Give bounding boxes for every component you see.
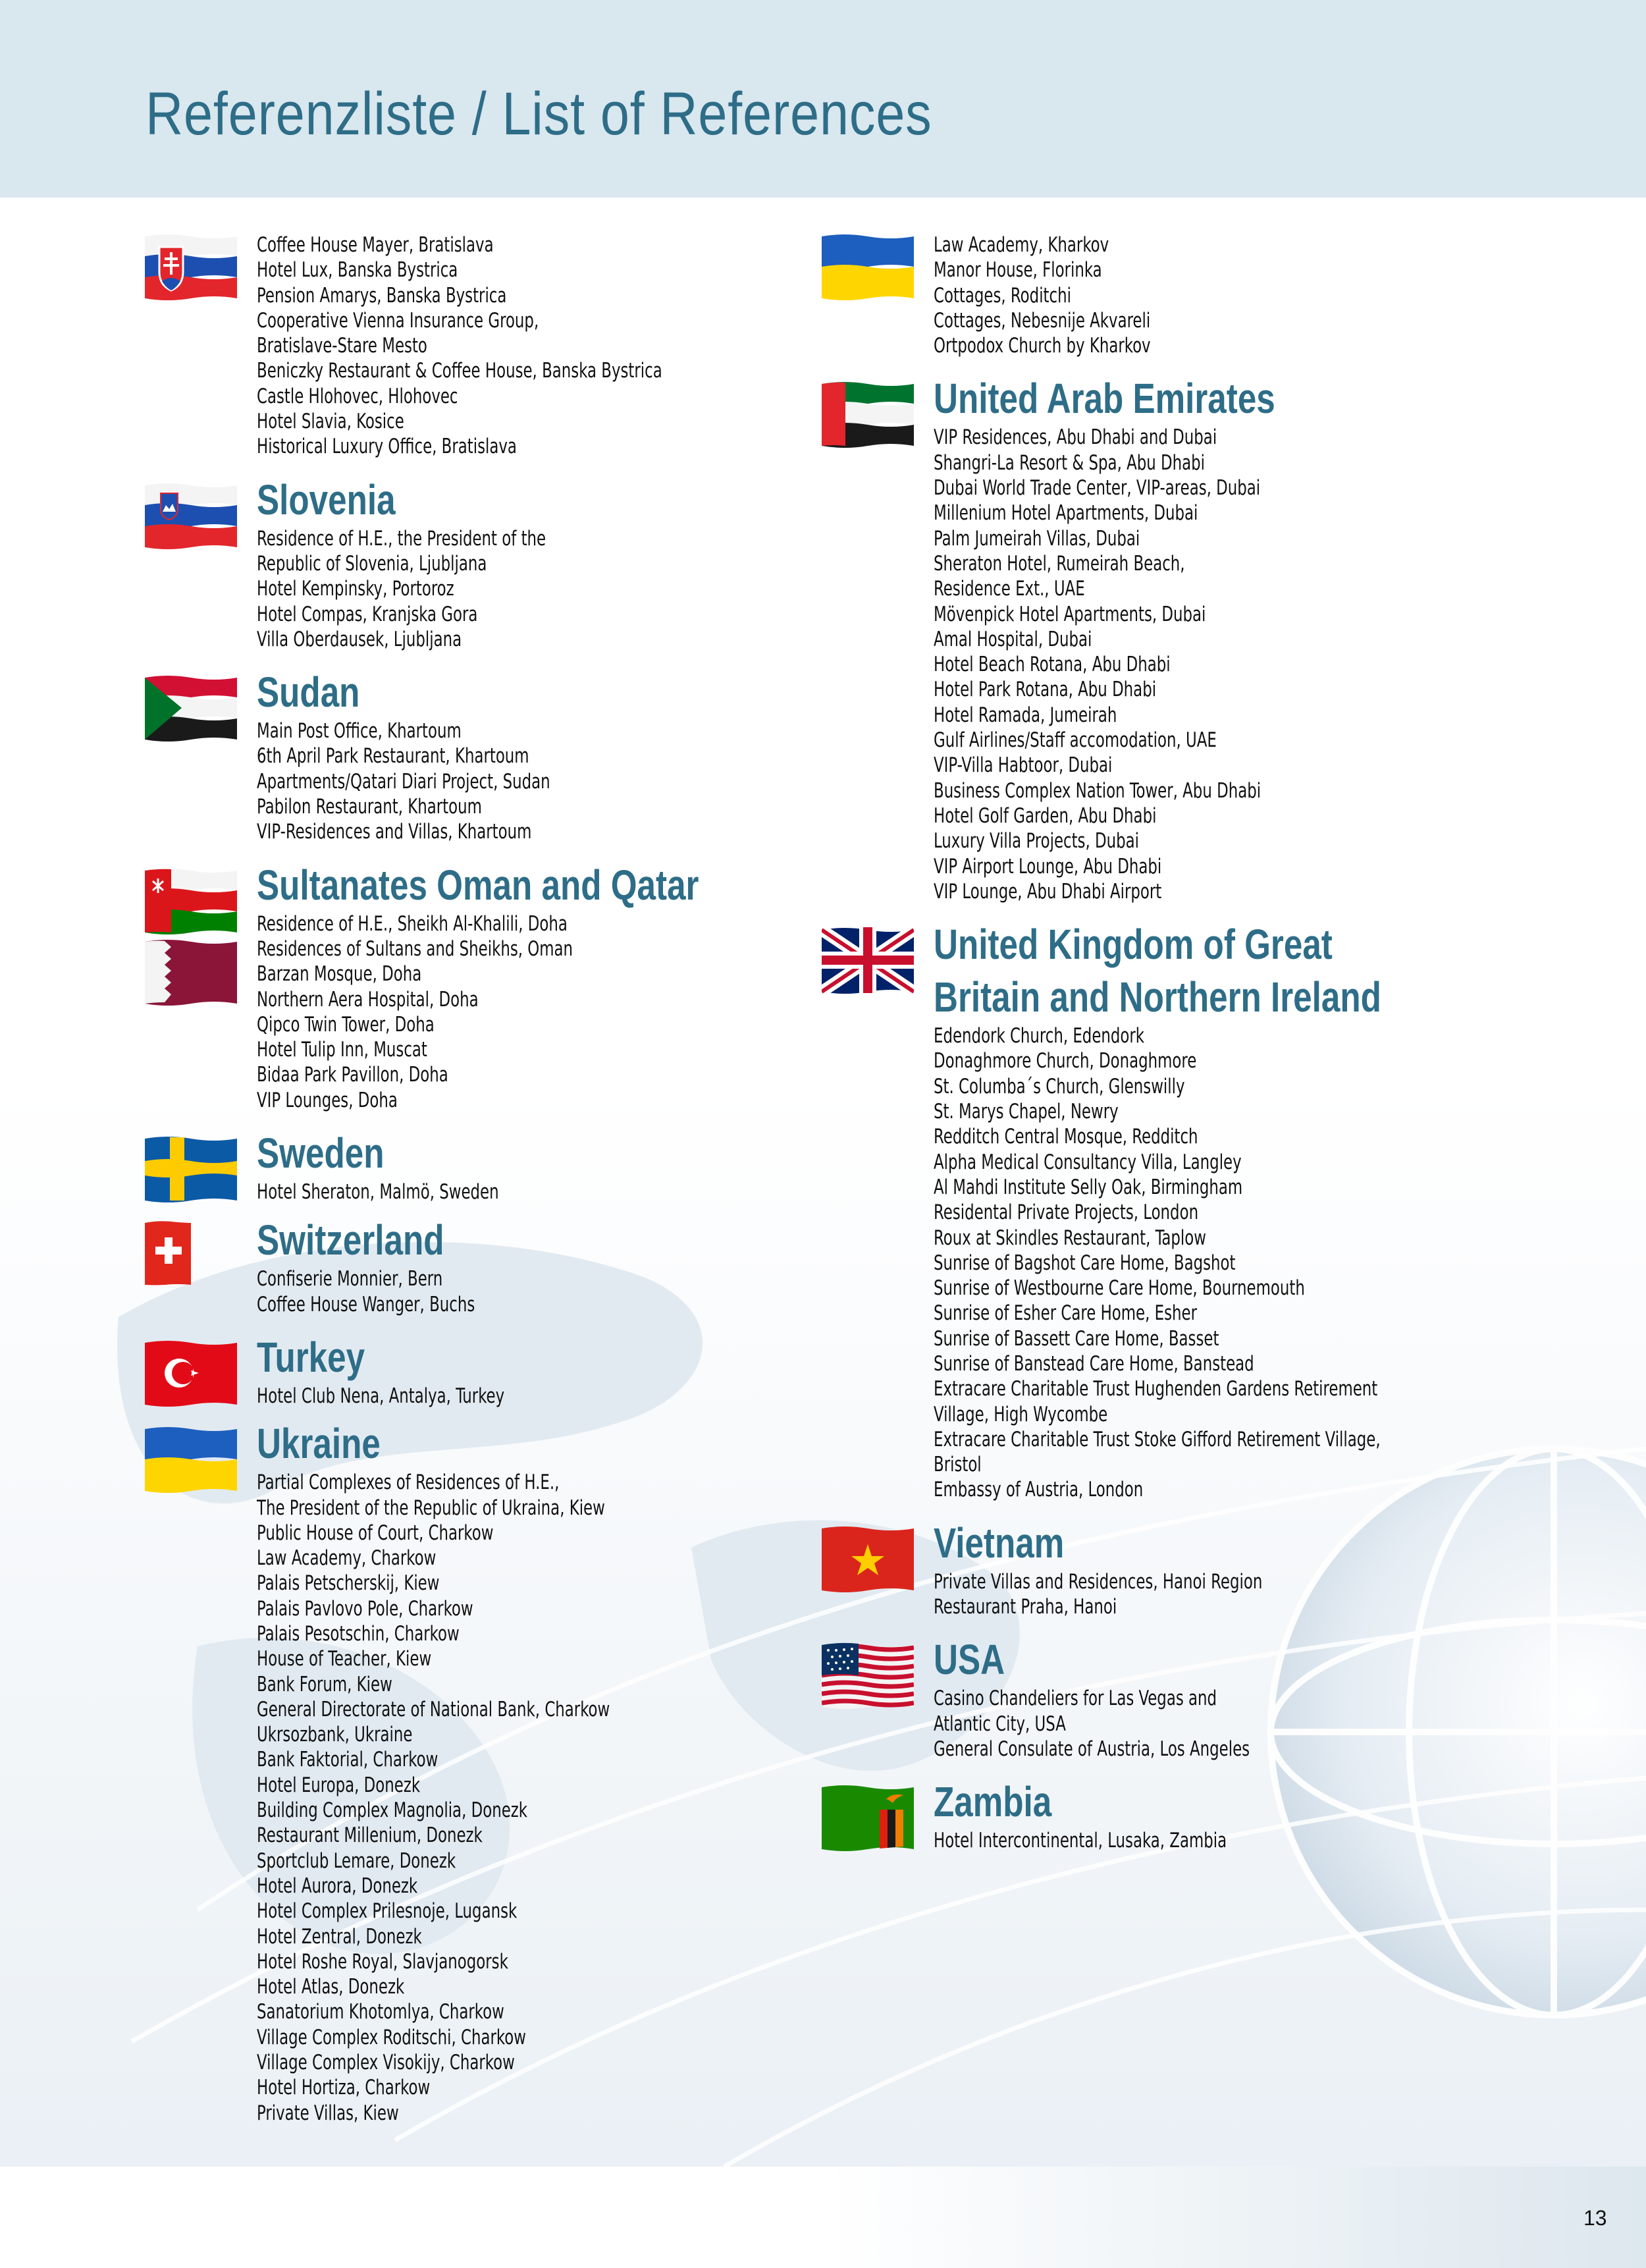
list-item: Bristol: [934, 1453, 982, 1477]
list-item: Hotel Atlas, Donezk: [257, 1975, 405, 1999]
list-item: Coffee House Mayer, Bratislava: [257, 233, 494, 257]
list-item: The President of the Republic of Ukraina, Kiew: [257, 1496, 605, 1520]
list-item: Business Complex Nation Tower, Abu Dhabi: [934, 778, 1261, 803]
item-list: [257, 526, 803, 652]
country-heading: Turkey: [257, 1333, 365, 1381]
list-item: VIP Lounge, Abu Dhabi Airport: [934, 879, 1162, 904]
list-item: Ortpodox Church by Kharkov: [934, 334, 1151, 358]
country-heading-line2: Britain and Northern Ireland: [934, 973, 1381, 1021]
list-item: Villa Oberdausek, Ljubljana: [257, 627, 462, 651]
list-item: Edendork Church, Edendork: [934, 1024, 1145, 1048]
flag-switzerland-icon: [145, 1219, 237, 1287]
list-item: Sunrise of Banstead Care Home, Banstead: [934, 1351, 1254, 1376]
list-item: Bank Faktorial, Charkow: [257, 1748, 438, 1772]
left-column: [145, 227, 803, 2126]
list-item: Embassy of Austria, London: [934, 1478, 1144, 1502]
list-item: Sunrise of Bagshot Care Home, Bagshot: [934, 1251, 1236, 1275]
section-sudan: [145, 666, 803, 844]
section-ukraine-continued: [822, 232, 1533, 358]
list-item: Dubai World Trade Center, VIP-areas, Dubai: [934, 476, 1261, 500]
list-item: Hotel Beach Rotana, Abu Dhabi: [934, 653, 1171, 677]
item-list: [257, 1266, 803, 1317]
list-item: Luxury Villa Projects, Dubai: [934, 829, 1139, 853]
list-item: Residence of H.E., Sheikh Al-Khalili, Doha: [257, 911, 568, 936]
country-heading: Zambia: [934, 1778, 1052, 1826]
list-item: Confiserie Monnier, Bern: [257, 1267, 443, 1291]
list-item: Residence of H.E., the President of the: [257, 526, 546, 551]
item-list: [257, 1384, 803, 1409]
section-zambia: [822, 1775, 1533, 1853]
country-heading: Ukraine: [257, 1420, 381, 1468]
list-item: Palais Pesotschin, Charkow: [257, 1621, 460, 1646]
list-item: Sportclub Lemare, Donezk: [257, 1849, 456, 1873]
list-item: Hotel Complex Prilesnoje, Lugansk: [257, 1899, 518, 1924]
list-item: Hotel Golf Garden, Abu Dhabi: [934, 803, 1157, 828]
section-ukraine: [145, 1417, 803, 2126]
item-list: [934, 1686, 1533, 1762]
flag-slovakia-icon: [145, 232, 237, 301]
section-vietnam: [822, 1517, 1533, 1620]
list-item: Mövenpick Hotel Apartments, Dubai: [934, 602, 1206, 626]
list-item: Hotel Park Rotana, Abu Dhabi: [934, 678, 1157, 702]
list-item: Sheraton Hotel, Rumeirah Beach,: [934, 551, 1185, 576]
section-oman-qatar: [145, 859, 803, 1113]
list-item: Amal Hospital, Dubai: [934, 627, 1092, 651]
list-item: Cooperative Vienna Insurance Group,: [257, 308, 539, 333]
list-item: Donaghmore Church, Donaghmore: [934, 1049, 1197, 1073]
list-item: Private Villas and Residences, Hanoi Region: [934, 1569, 1263, 1594]
list-item: VIP-Residences and Villas, Khartoum: [257, 820, 532, 844]
page-header: [0, 0, 1646, 198]
list-item: Hotel Slavia, Kosice: [257, 410, 404, 434]
list-item: Al Mahdi Institute Selly Oak, Birmingham: [934, 1175, 1243, 1199]
list-item: Hotel Europa, Donezk: [257, 1773, 421, 1797]
list-item: Sunrise of Bassett Care Home, Basset: [934, 1326, 1219, 1351]
list-item: VIP Airport Lounge, Abu Dhabi: [934, 854, 1162, 878]
list-item: Village, High Wycombe: [934, 1402, 1108, 1426]
flag-sweden-icon: [145, 1135, 237, 1203]
list-item: Apartments/Qatari Diari Project, Sudan: [257, 769, 550, 794]
list-item: Hotel Hortiza, Charkow: [257, 2076, 431, 2100]
flag-ukraine-icon: [822, 232, 914, 301]
list-item: Residence Ext., UAE: [934, 577, 1085, 601]
flag-vietnam-icon: [822, 1525, 914, 1593]
list-item: St. Marys Chapel, Newry: [934, 1100, 1119, 1124]
item-list: [257, 718, 803, 844]
list-item: St. Columba´s Church, Glenswilly: [934, 1074, 1185, 1098]
list-item: Law Academy, Kharkov: [934, 233, 1109, 257]
list-item: Bank Forum, Kiew: [257, 1672, 392, 1696]
flag-qatar-icon: [145, 938, 237, 1006]
list-item: Bratislave-Stare Mesto: [257, 334, 427, 358]
list-item: Redditch Central Mosque, Redditch: [934, 1125, 1198, 1149]
item-list: [257, 1470, 803, 2126]
flag-ukraine-icon: [145, 1425, 237, 1494]
list-item: Hotel Zentral, Donezk: [257, 1924, 422, 1949]
flag-uk-icon: [822, 926, 914, 994]
list-item: Hotel Intercontinental, Lusaka, Zambia: [934, 1829, 1227, 1853]
list-item: Hotel Ramada, Jumeirah: [934, 703, 1117, 727]
item-list: [934, 1023, 1533, 1503]
list-item: General Consulate of Austria, Los Angeles: [934, 1737, 1250, 1761]
section-slovenia: [145, 473, 803, 652]
list-item: Building Complex Magnolia, Donezk: [257, 1798, 528, 1823]
list-item: Coffee House Wanger, Buchs: [257, 1292, 475, 1316]
country-heading: Vietnam: [934, 1519, 1065, 1567]
list-item: Residental Private Projects, London: [934, 1201, 1199, 1225]
list-item: Cottages, Roditchi: [934, 283, 1071, 308]
list-item: Historical Luxury Office, Bratislava: [257, 435, 517, 459]
section-sweden: [145, 1127, 803, 1204]
country-heading: Switzerland: [257, 1216, 444, 1264]
section-usa: [822, 1633, 1533, 1762]
list-item: House of Teacher, Kiew: [257, 1647, 432, 1671]
list-item: Sanatorium Khotomlya, Charkow: [257, 2000, 504, 2024]
list-item: Barzan Mosque, Doha: [257, 962, 422, 986]
section-turkey: [145, 1331, 803, 1409]
list-item: Atlantic City, USA: [934, 1712, 1066, 1736]
item-list: [257, 911, 809, 1113]
list-item: Casino Chandeliers for Las Vegas and: [934, 1687, 1217, 1711]
list-item: VIP-Villa Habtoor, Dubai: [934, 753, 1113, 778]
item-list: [934, 1828, 1533, 1853]
list-item: 6th April Park Restaurant, Khartoum: [257, 744, 529, 769]
item-list: [934, 425, 1533, 904]
country-heading: USA: [934, 1636, 1005, 1684]
list-item: Shangri-La Resort & Spa, Abu Dhabi: [934, 450, 1206, 475]
flag-uae-icon: [822, 380, 914, 448]
list-item: Palais Pavlovo Pole, Charkow: [257, 1596, 473, 1621]
list-item: Village Complex Visokijy, Charkow: [257, 2051, 515, 2075]
list-item: Ukrsozbank, Ukraine: [257, 1723, 413, 1747]
list-item: Extracare Charitable Trust Stoke Gifford Retirement Village,: [934, 1427, 1381, 1451]
list-item: Hotel Aurora, Donezk: [257, 1874, 418, 1898]
footer-band: [0, 2167, 1646, 2268]
list-item: Pension Amarys, Banska Bystrica: [257, 283, 507, 308]
list-item: Millenium Hotel Apartments, Dubai: [934, 501, 1198, 526]
list-item: General Directorate of National Bank, Charkow: [257, 1697, 610, 1721]
list-item: Pabilon Restaurant, Khartoum: [257, 795, 482, 819]
country-heading: Sweden: [257, 1129, 385, 1177]
list-item: Restaurant Millenium, Donezk: [257, 1823, 483, 1848]
list-item: Qipco Twin Tower, Doha: [257, 1012, 435, 1037]
list-item: Palm Jumeirah Villas, Dubai: [934, 526, 1140, 551]
item-list: [257, 1179, 803, 1204]
page-title: Referenzliste / List of References: [146, 80, 932, 148]
list-item: Roux at Skindles Restaurant, Taplow: [934, 1226, 1206, 1250]
list-item: Partial Complexes of Residences of H.E.,: [257, 1471, 560, 1495]
list-item: Palais Petscherskij, Kiew: [257, 1571, 440, 1596]
section-uae: [822, 372, 1533, 904]
country-heading: Sultanates Oman and Qatar: [257, 861, 699, 909]
list-item: Hotel Lux, Banska Bystrica: [257, 258, 458, 283]
right-column: [822, 227, 1533, 1854]
flag-zambia-icon: [822, 1783, 914, 1852]
list-item: Bidaa Park Pavillon, Doha: [257, 1063, 448, 1087]
section-slovakia: [145, 232, 803, 460]
section-switzerland: [145, 1214, 803, 1317]
list-item: Hotel Sheraton, Malmö, Sweden: [257, 1180, 499, 1204]
item-list: [934, 232, 1533, 358]
list-item: Village Complex Roditschi, Charkow: [257, 2025, 526, 2049]
list-item: Sunrise of Westbourne Care Home, Bournemouth: [934, 1276, 1305, 1301]
list-item: Hotel Compas, Kranjska Gora: [257, 602, 478, 626]
list-item: Restaurant Praha, Hanoi: [934, 1595, 1117, 1619]
list-item: Sunrise of Esher Care Home, Esher: [934, 1301, 1197, 1326]
flag-usa-icon: [822, 1641, 914, 1710]
list-item: Gulf Airlines/Staff accomodation, UAE: [934, 728, 1217, 753]
list-item: Hotel Club Nena, Antalya, Turkey: [257, 1384, 505, 1408]
page-number: 13: [1583, 2206, 1607, 2230]
country-heading: United Arab Emirates: [934, 375, 1275, 423]
list-item: Northern Aera Hospital, Doha: [257, 987, 479, 1012]
country-heading: Sudan: [257, 668, 360, 716]
flag-sudan-icon: [145, 674, 237, 742]
flag-slovenia-icon: [145, 481, 237, 550]
item-list: [934, 1569, 1533, 1620]
country-heading: United Kingdom of Great: [934, 921, 1333, 969]
list-item: Law Academy, Charkow: [257, 1546, 437, 1571]
list-item: Public House of Court, Charkow: [257, 1521, 494, 1545]
list-item: VIP Lounges, Doha: [257, 1088, 398, 1112]
item-list: [257, 232, 803, 460]
list-item: Hotel Tulip Inn, Muscat: [257, 1038, 427, 1062]
list-item: Cottages, Nebesnije Akvareli: [934, 308, 1151, 333]
list-item: VIP Residences, Abu Dhabi and Dubai: [934, 425, 1217, 450]
list-item: Beniczky Restaurant & Coffee House, Banska Bystrica: [257, 359, 662, 383]
flag-turkey-icon: [145, 1339, 237, 1407]
list-item: Alpha Medical Consultancy Villa, Langley: [934, 1150, 1242, 1174]
list-item: Main Post Office, Khartoum: [257, 719, 462, 743]
list-item: Extracare Charitable Trust Hughenden Gardens Retirement: [934, 1377, 1378, 1401]
section-united-kingdom: [822, 918, 1533, 1503]
list-item: Residences of Sultans and Sheikhs, Oman: [257, 936, 573, 961]
list-item: Private Villas, Kiew: [257, 2101, 399, 2125]
list-item: Hotel Kempinsky, Portoroz: [257, 577, 454, 601]
country-heading: Slovenia: [257, 475, 396, 524]
list-item: Hotel Roshe Royal, Slavjanogorsk: [257, 1949, 508, 1974]
list-item: Manor House, Florinka: [934, 258, 1102, 283]
list-item: Republic of Slovenia, Ljubljana: [257, 551, 487, 576]
flag-oman-icon: [145, 867, 237, 935]
list-item: Castle Hlohovec, Hlohovec: [257, 384, 458, 408]
